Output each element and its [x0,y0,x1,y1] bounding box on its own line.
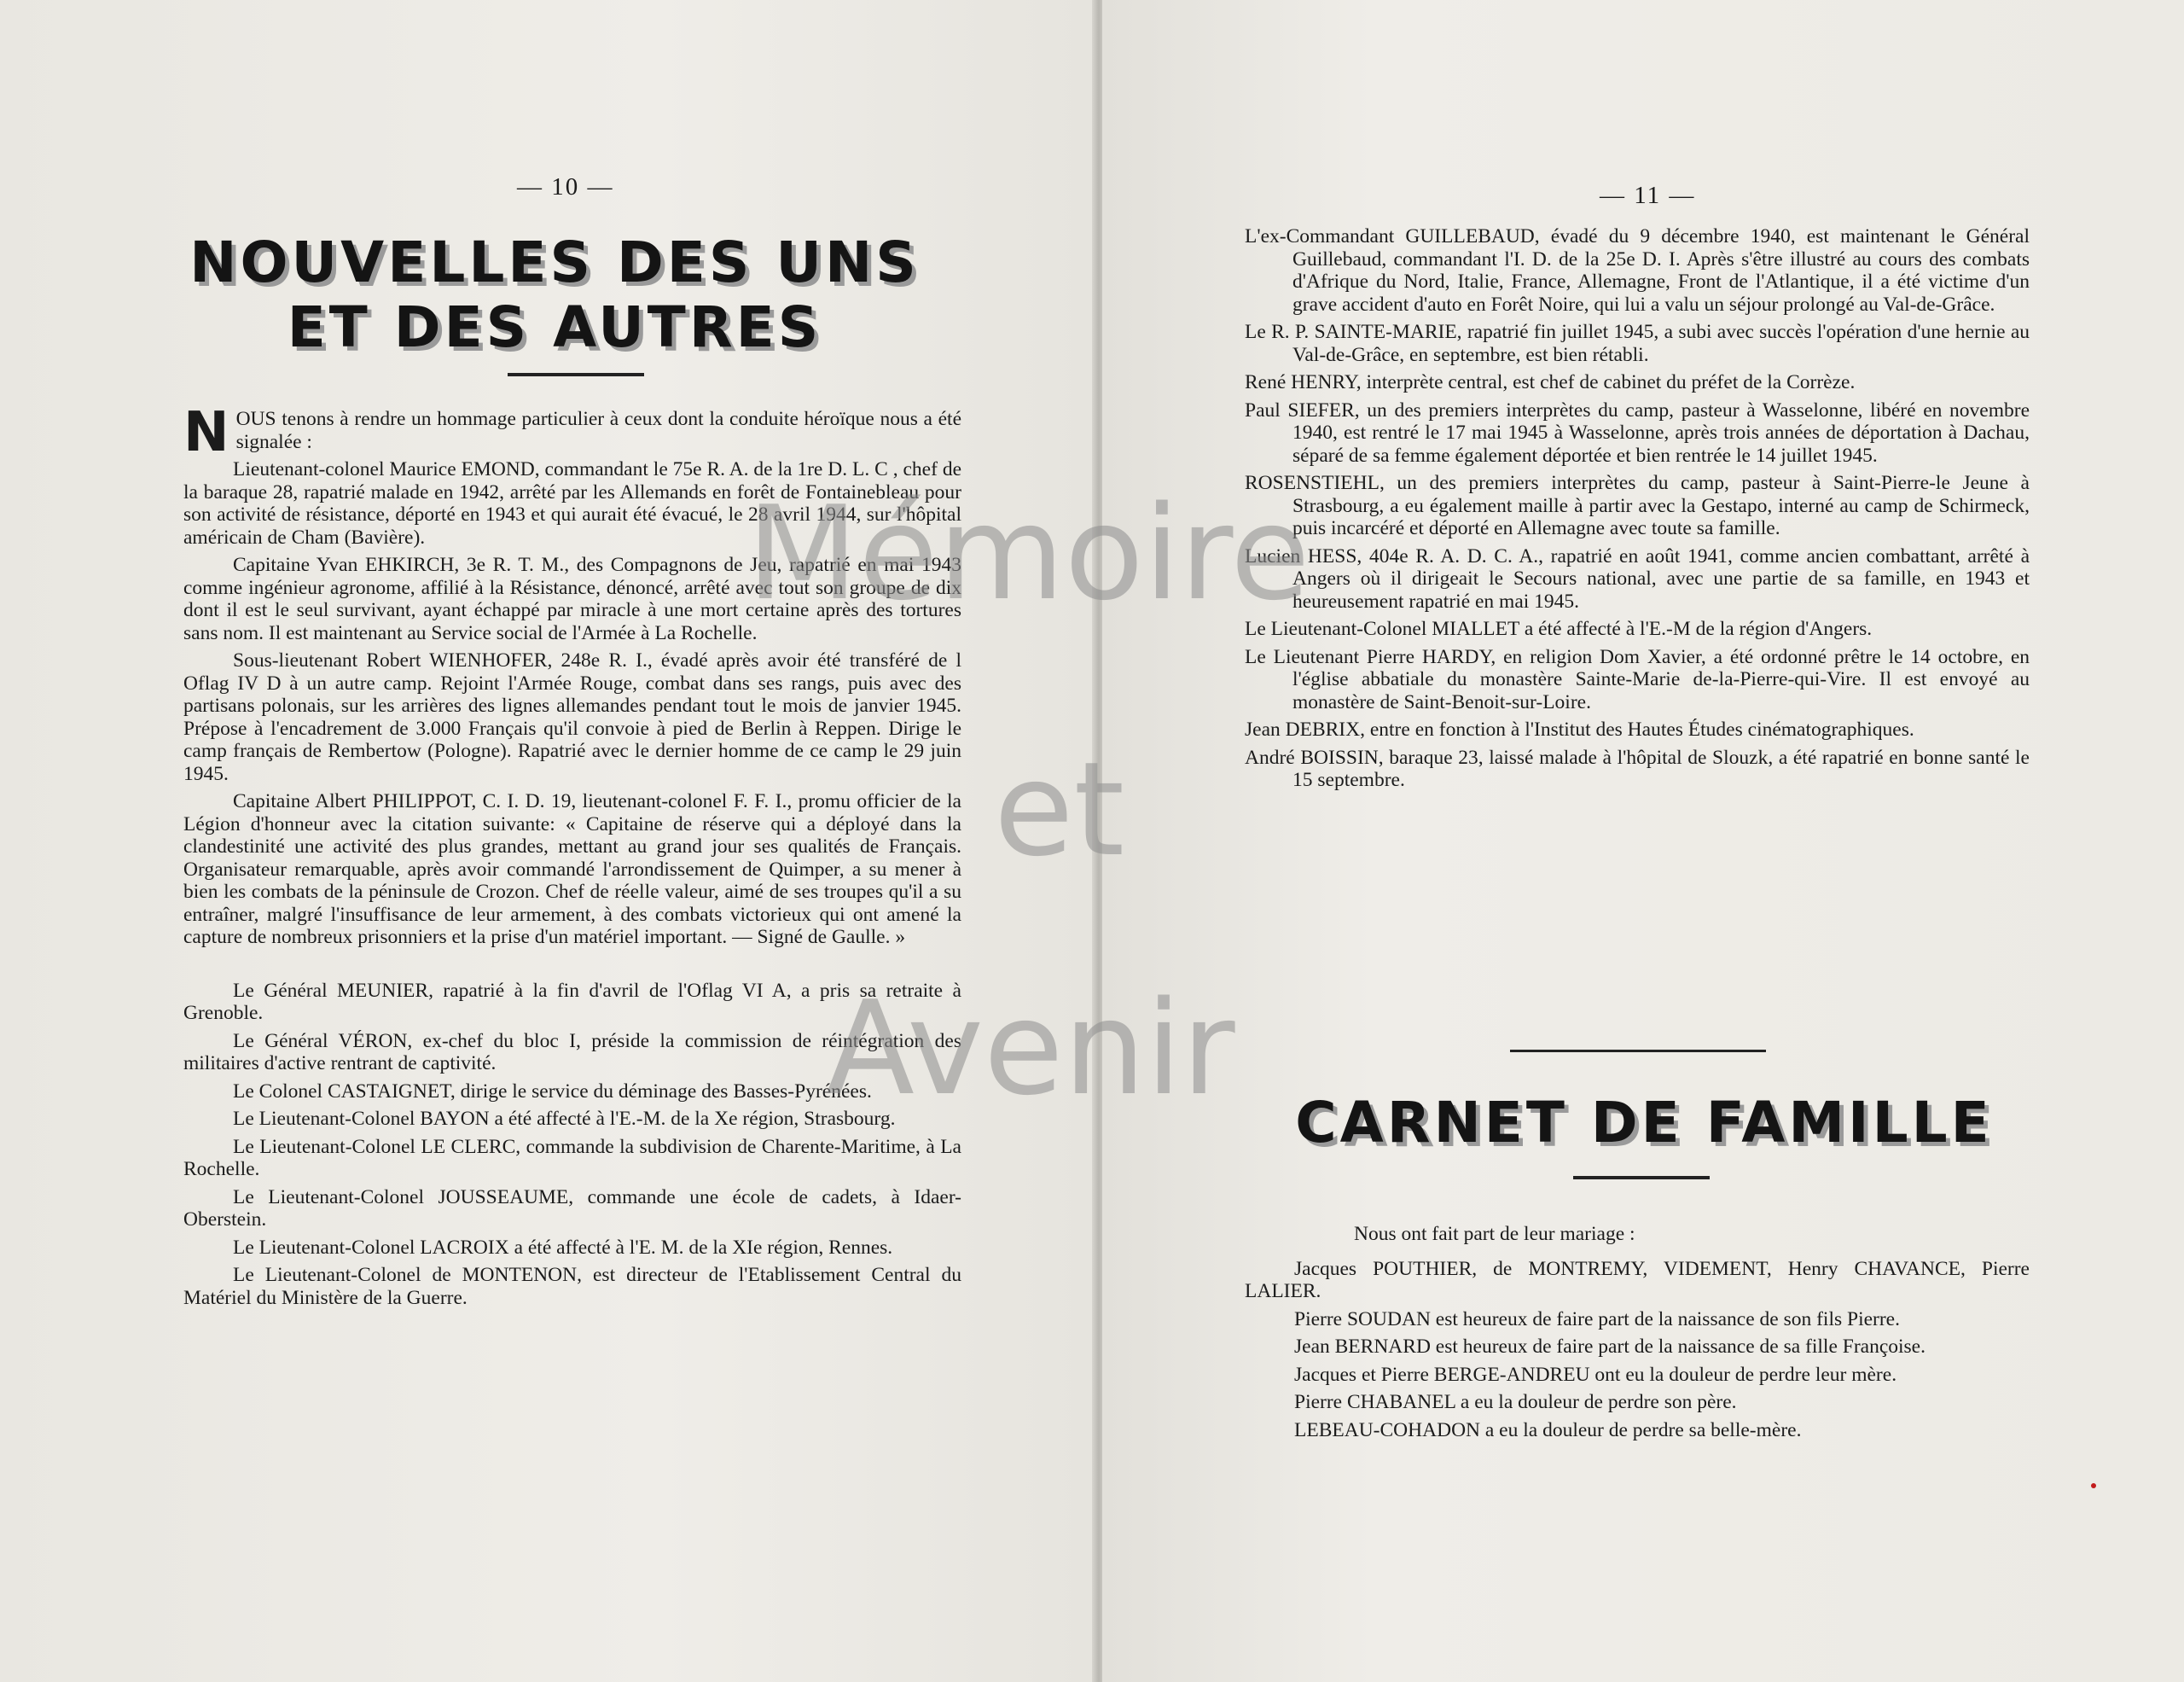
title-line-1: NOUVELLES DES UNS [189,230,920,295]
news-entry: Jean DEBRIX, entre en fonction à l'Institut des Hautes Études cinématographiques. [1245,719,1914,741]
news-paragraph: Le Général VÉRON, ex-chef du bloc I, préside la commission de réintégration des militaires d'active rentrant de captivité. [183,1029,961,1074]
page-title [154,230,956,360]
news-paragraph: Le Lieutenant-Colonel LE CLERC, commande la subdivision de Charente-Maritime, à La Rochelle. [183,1135,961,1180]
section-rule-top [1510,1050,1766,1052]
news-entry: Le Lieutenant Pierre HARDY, en religion Dom Xavier, a été ordonné prêtre le 14 octobre, en l'église abbatiale du monastère Sainte-Marie de-la-Pierre-qui-Vire. Il est envoyé au monastère de Saint-Benoit-sur-Loire. [1245,645,2030,713]
article-column-1 [183,401,961,1314]
news-paragraph: Le Lieutenant-Colonel de MONTENON, est directeur de l'Etablissement Central du Matériel du Ministère de la Guerre. [183,1264,961,1309]
family-entry: Jacques POUTHIER, de MONTREMY, VIDEMENT, Henry CHAVANCE, Pierre LALIER. [1245,1257,2030,1302]
watermark-line-3: Avenir [826,973,1235,1124]
news-paragraph: Le Lieutenant-Colonel JOUSSEAUME, commande une école de cadets, à Idaer-Oberstein. [183,1185,961,1231]
family-entry: LEBEAU-COHADON a eu la douleur de perdre sa belle-mère. [1294,1418,1802,1441]
news-entry: Lucien HESS, 404e R. A. D. C. A., rapatrié en août 1941, comme ancien combattant, arrêté à Angers où il dirigeait le Secours national, avec une partie de sa famille, en 1943 et heureusement rapatrié en mai 1945. [1245,544,2030,613]
section-title: CARNET DE FAMILLE [1295,1090,1993,1155]
family-column [1245,1223,2030,1446]
family-intro: Nous ont fait part de leur mariage : [1354,1223,1635,1245]
news-entry: Le Lieutenant-Colonel MIALLET a été affecté à l'E.-M de la région d'Angers. [1245,618,1873,640]
news-paragraph: Le Général MEUNIER, rapatrié à la fin d'avril de l'Oflag VI A, a pris sa retraite à Grenoble. [183,979,961,1024]
news-paragraph: Le Colonel CASTAIGNET, dirige le service du déminage des Basses-Pyrénées. [233,1080,872,1103]
family-entry: Jean BERNARD est heureux de faire part de la naissance de sa fille Françoise. [1294,1336,1926,1358]
family-entry: Pierre SOUDAN est heureux de faire part de la naissance de son fils Pierre. [1294,1307,1900,1330]
news-entry: ROSENSTIEHL, un des premiers interprètes du camp, pasteur à Saint-Pierre-le Jeune à Strasbourg, a eu également maille à partir avec la Gestapo, interné au camp de Schirmeck, puis incarcéré et déporté en Allemagne avec toute sa famille. [1245,472,2030,539]
page-number: — 11 — [1600,182,1696,209]
news-entry: René HENRY, interprète central, est chef de cabinet du préfet de la Corrèze. [1245,371,1856,393]
page-number: — 10 — [517,173,614,201]
news-entry: André BOISSIN, baraque 23, laissé malade à l'hôpital de Slouzk, a été rapatrié en bonne santé le 15 septembre. [1245,746,2030,791]
family-entry: Jacques et Pierre BERGE-ANDREU ont eu la douleur de perdre leur mère. [1294,1363,1897,1386]
article-paragraph: Sous-lieutenant Robert WIENHOFER, 248e R. I., évadé après avoir été transféré de l Oflag IV D à un autre camp. Rejoint l'Armée Rouge, combat dans ses rangs, puis avec des partisans polonais, sur les arrières des lignes allemandes pendant tout le mois de janvier 1945. Prépose à l'encadrement de 3.000 Français qu'il convoie à pied de Berlin à Reppen. Dirige le camp français de Rembertow (Pologne). Rapatrié avec le dernier homme de ce camp le 29 juin 1945. [183,649,961,785]
news-entry: L'ex-Commandant GUILLEBAUD, évadé du 9 décembre 1940, est maintenant le Général Guillebaud, commandant l'I. D. de la 25e D. I. Après s'être illustré au cours des combats d'Afrique du Nord, Italie, France, Allemagne, Front de l'Atlantique, il a été victime d'un grave accident d'auto en Forêt Noire, qui lui a valu un séjour prolongé au Val-de-Grâce. [1245,225,2030,316]
right-page [1102,0,2184,1682]
watermark-line-2: et [994,734,1125,885]
article-paragraph: Lieutenant-colonel Maurice EMOND, commandant le 75e R. A. de la 1re D. L. C , chef de la baraque 28, rapatrié malade en 1942, arrêté par les Allemands en forêt de Fontainebleau pour son activité de résistance, déporté en 1943 et qui aurait été évacué, le 28 avril 1944, sur l'hôpital américain de Cham (Bavière). [183,458,961,549]
news-paragraph: Le Lieutenant-Colonel BAYON a été affecté à l'E.-M. de la Xe région, Strasbourg. [233,1108,896,1130]
news-entry: Paul SIEFER, un des premiers interprètes du camp, pasteur à Wasselonne, libéré en novembre 1940, est rentré le 17 mai 1945 à Wasselonne, après trois années de déportation à Dachau, séparé de sa femme également déportée et bien rentrée le 14 juillet 1945. [1245,399,2030,467]
news-entry: Le R. P. SAINTE-MARIE, rapatrié fin juillet 1945, a subi avec succès l'opération d'une hernie au Val-de-Grâce, en septembre, est bien rétabli. [1245,321,2030,366]
news-column [1245,225,2030,797]
section-rule-bottom [1573,1176,1710,1179]
red-speck [2091,1483,2096,1488]
family-entry: Pierre CHABANEL a eu la douleur de perdre son père. [1294,1391,1737,1413]
article-paragraph: Capitaine Albert PHILIPPOT, C. I. D. 19, lieutenant-colonel F. F. I., promu officier de la Légion d'honneur avec la citation suivante: « Capitaine de réserve qui a déployé dans la clandestinité une activité des plus grandes, mettant au grand jour ses qualités de Français. Organisateur remarquable, après avoir commandé l'arrondissement de Quimper, a su mener à bien les combats de la péninsule de Crozon. Chef de réelle valeur, aimé de ses troupes qu'il a su entraîner, malgré l'insuffisance de leur armement, à des combats victorieux qui ont amené la capture de nombreux prisonniers et la prise d'un matériel important. — Signé de Gaulle. » [183,790,961,948]
intro-paragraph: NOUS tenons à rendre un hommage particulier à ceux dont la conduite héroïque nous a été signalée : [183,401,961,464]
news-paragraph: Le Lieutenant-Colonel LACROIX a été affecté à l'E. M. de la XIe région, Rennes. [233,1236,893,1259]
watermark-line-1: Mémoire [746,478,1310,629]
article-paragraph: Capitaine Yvan EHKIRCH, 3e R. T. M., des Compagnons de Jeu, rapatrié en mai 1943 comme ingénieur agronome, affilié à la Résistance, dénoncé, arrêté avec tout son groupe de dix dont il est le seul survivant, ayant échappé par miracle à une mort certaine après des tortures sans nom. Il est maintenant au Service social de l'Armée à La Rochelle. [183,554,961,644]
title-rule [508,373,644,376]
drop-cap: N [183,401,229,464]
title-line-2: ET DES AUTRES [287,294,822,360]
